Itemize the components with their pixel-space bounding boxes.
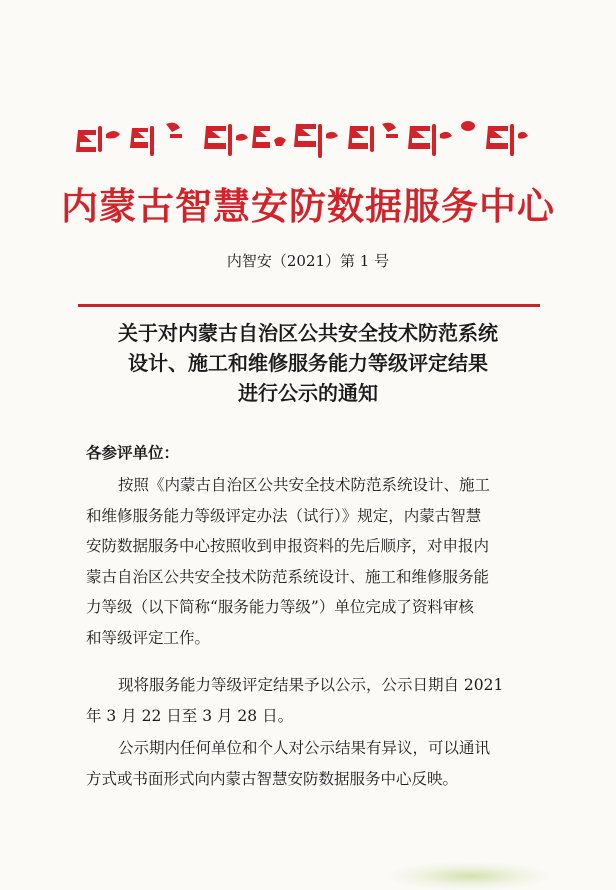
document-number: 内智安（2021）第 1 号 xyxy=(226,252,390,270)
paragraph-line: 年 3 月 22 日至 3 月 28 日。 xyxy=(86,706,294,725)
red-divider-line xyxy=(78,304,540,307)
paragraph-line: 力等级（以下简称“服务能力等级”）单位完成了资料审核 xyxy=(86,598,474,616)
organization-name: 内蒙古智慧安防数据服务中心 xyxy=(61,184,555,228)
notice-title-line: 关于对内蒙古自治区公共安全技术防范系统 xyxy=(118,321,498,345)
paragraph-line: 现将服务能力等级评定结果予以公示，公示日期自 2021 xyxy=(118,676,504,694)
paragraph-objections xyxy=(86,733,538,794)
paragraph-line: 公示期内任何单位和个人对公示结果有异议，可以通讯 xyxy=(118,739,491,757)
paragraph-line: 和维修服务能力等级评定办法（试行）》规定，内蒙古智慧 xyxy=(86,506,482,525)
notice-title-line: 进行公示的通知 xyxy=(238,381,378,405)
mongolian-script-header xyxy=(0,112,616,168)
paragraph-line: 按照《内蒙古自治区公共安全技术防范系统设计、施工 xyxy=(118,476,491,494)
scan-artifact xyxy=(390,862,550,890)
paragraph-line: 安防数据服务中心按照收到申报资料的先后顺序，对申报内 xyxy=(86,537,490,555)
notice-title xyxy=(70,318,546,408)
salutation: 各参评单位： xyxy=(86,444,180,462)
paragraph-regulation xyxy=(86,470,538,653)
mongolian-script-glyphs xyxy=(0,112,616,168)
paragraph-line: 和等级评定工作。 xyxy=(86,628,211,647)
paragraph-line: 方式或书面形式向内蒙古智慧安防数据服务中心反映。 xyxy=(86,769,459,788)
paragraph-line: 蒙古自治区公共安全技术防范系统设计、施工和维修服务能 xyxy=(86,567,490,586)
paragraph-publicity-dates xyxy=(86,670,538,731)
notice-title-line: 设计、施工和维修服务能力等级评定结果 xyxy=(128,351,488,375)
